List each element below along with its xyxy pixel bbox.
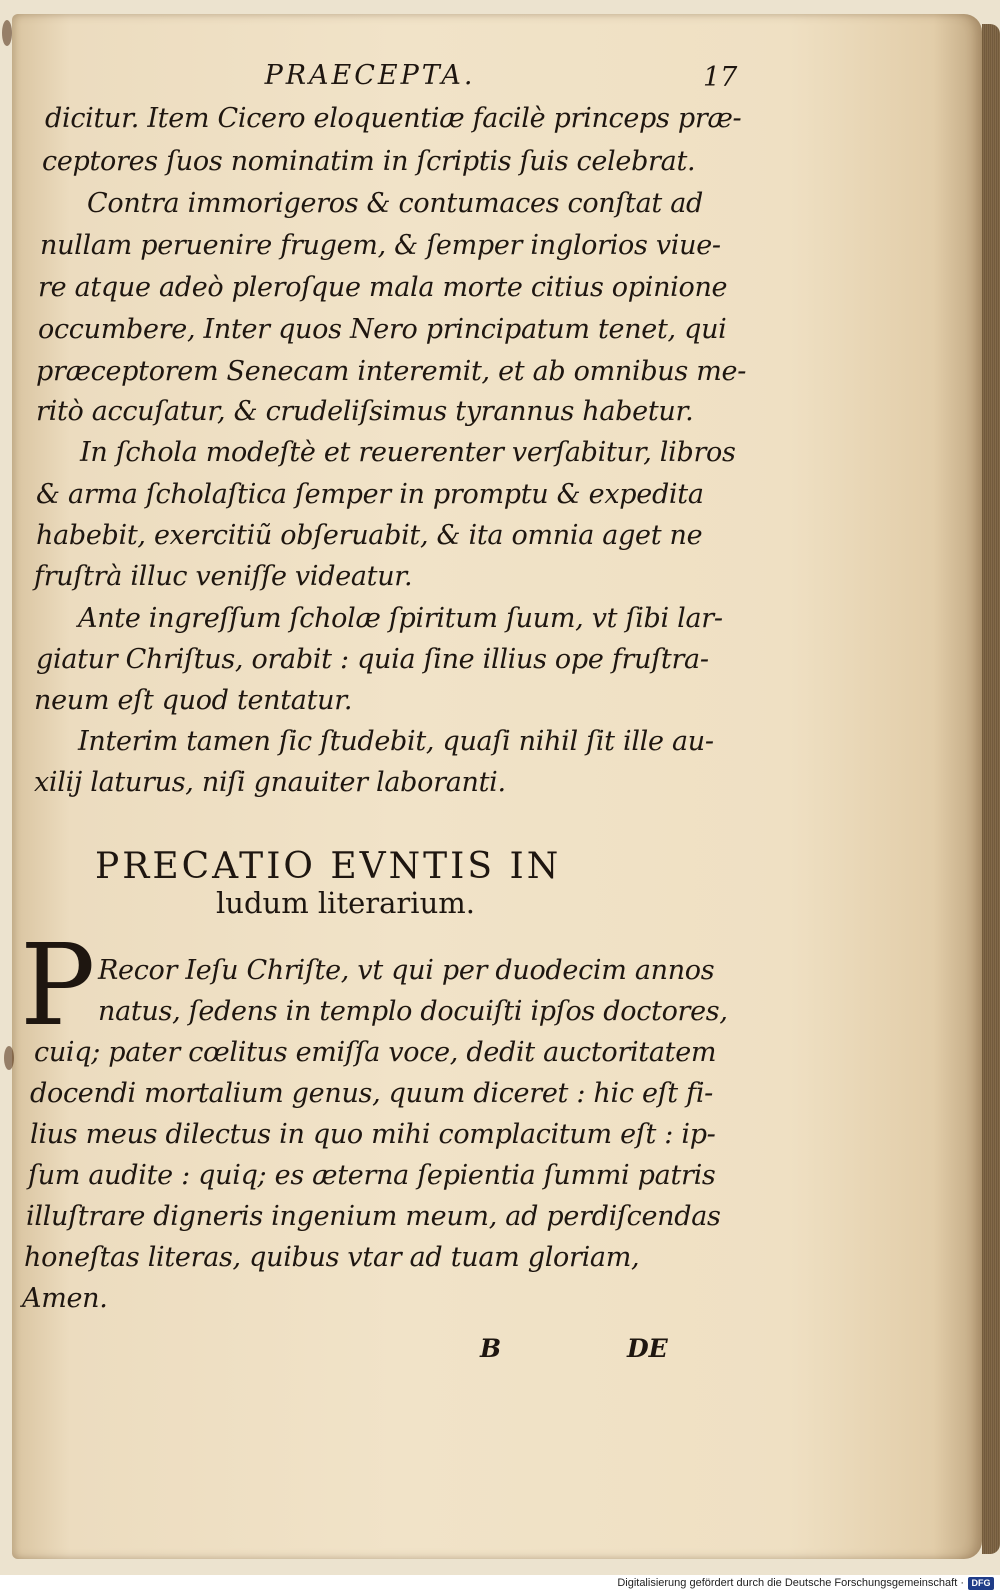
text-line: & arma ſcholaſtica ſemper in promptu & expedita [36, 479, 704, 510]
text-line: fruſtrà illuc veniſſe videatur. [34, 561, 413, 592]
text-line: In ſchola modeſtè et reuerenter verſabitur, libros [80, 437, 736, 468]
text-line: præceptorem Senecam interemit, et ab omnibus me- [36, 356, 747, 387]
signature-mark: B [480, 1334, 502, 1363]
text-line: Contra immorigeros & contumaces conſtat ad [87, 188, 704, 219]
text-line: xilij laturus, niſi gnauiter laboranti. [34, 767, 506, 798]
text-line: Interim tamen ſic ſtudebit, quaſi nihil ſit ille au- [78, 726, 714, 757]
text-line: giatur Chriſtus, orabit : quia ſine illius ope fruſtra- [36, 644, 709, 675]
page-edge [982, 24, 1000, 1554]
text-line: cuiq; pater cœlitus emiſſa voce, dedit auctoritatem [34, 1037, 717, 1068]
catchword: DE [627, 1334, 668, 1363]
section-subheading: ludum literarium. [216, 886, 475, 920]
text-line: Recor Ieſu Chriſte, vt qui per duodecim annos [98, 955, 715, 986]
running-head: PRAECEPTA. [264, 60, 476, 91]
text-line: dicitur. Item Cicero eloquentiæ facilè princeps præ- [45, 103, 742, 134]
ink-stain [2, 20, 12, 46]
text-line: re atque adeò pleroſque mala morte citius opinione [38, 272, 728, 303]
text-line: Ante ingreſſum ſcholæ ſpiritum ſuum, vt ſibi lar- [78, 603, 723, 634]
section-heading: PRECATIO EVNTIS IN [95, 846, 562, 887]
page-number: 17 [703, 62, 738, 93]
text-line: occumbere, Inter quos Nero principatum tenet, qui [38, 314, 727, 345]
ink-stain [4, 1046, 14, 1070]
dfg-logo-icon: DFG [968, 1577, 994, 1590]
text-line: docendi mortalium genus, quum diceret : hic eſt fi- [30, 1078, 713, 1109]
text-line: ritò accuſatur, & crudeliſsimus tyrannus habetur. [36, 396, 694, 427]
text-line: Amen. [22, 1283, 108, 1314]
text-line: nullam peruenire frugem, & ſemper inglorios viue- [40, 230, 721, 261]
footer-credit: Digitalisierung gefördert durch die Deutsche Forschungsgemeinschaft · [617, 1577, 964, 1589]
text-line: honeſtas literas, quibus vtar ad tuam gloriam, [24, 1242, 640, 1273]
text-line: illuſtrare digneris ingenium meum, ad perdiſcendas [26, 1201, 721, 1232]
text-line: ceptores ſuos nominatim in ſcriptis ſuis celebrat. [42, 146, 696, 177]
text-line: lius meus dilectus in quo mihi complacitum eſt : ip- [30, 1119, 716, 1150]
text-line: neum eſt quod tentatur. [34, 685, 353, 716]
text-line: natus, ſedens in templo docuiſti ipſos doctores, [98, 996, 728, 1027]
text-line: ſum audite : quiq; es æterna ſepientia ſummi patris [28, 1160, 716, 1191]
drop-cap-initial: P [20, 921, 96, 1051]
text-line: habebit, exercitiũ obſeruabit, & ita omnia aget ne [36, 520, 703, 551]
